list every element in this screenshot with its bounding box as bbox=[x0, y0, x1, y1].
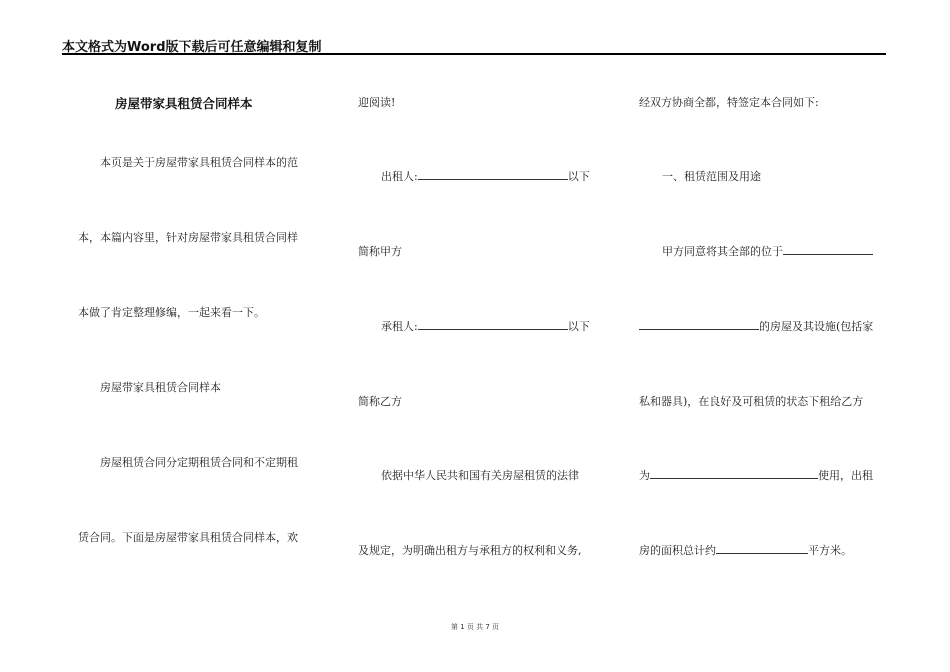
paragraph-line: 房屋租赁合同分定期租赁合同和不定期租 bbox=[100, 456, 298, 469]
lessor-blank bbox=[418, 168, 568, 180]
paragraph-line: 本，本篇内容里，针对房屋带家具租赁合同样 bbox=[78, 231, 298, 244]
paragraph-line: 经双方协商全都，特签定本合同如下: bbox=[639, 96, 819, 109]
page-footer: 第 1 页 共 7 页 bbox=[450, 623, 500, 631]
page-header: 本文格式为Word版下载后可任意编辑和复制 bbox=[62, 40, 322, 55]
document-title: 房屋带家具租赁合同样本 bbox=[115, 96, 253, 111]
lessee-suffix: 以下 bbox=[567, 320, 590, 333]
section-heading: 一、租赁范围及用途 bbox=[662, 170, 761, 183]
paragraph-line: 本页是关于房屋带家具租赁合同样本的范 bbox=[100, 156, 298, 169]
lessee-blank bbox=[418, 318, 568, 330]
paragraph-line: 迎阅读! bbox=[358, 96, 396, 109]
paragraph-line: 依据中华人民共和国有关房屋租赁的法律 bbox=[381, 469, 579, 482]
premises-text: 的房屋及其设施(包括家 bbox=[759, 320, 874, 333]
paragraph-line: 及规定，为明确出租方与承租方的权利和义务, bbox=[358, 544, 582, 557]
lessee-line bbox=[381, 318, 590, 334]
location-line bbox=[662, 243, 873, 259]
header-rule bbox=[62, 53, 886, 55]
usage-prefix: 为 bbox=[639, 469, 650, 482]
paragraph-line: 简称乙方 bbox=[358, 395, 402, 408]
usage-line bbox=[639, 467, 873, 483]
location-label: 甲方同意将其全部的位于 bbox=[662, 245, 783, 258]
paragraph-line: 赁合同。下面是房屋带家具租赁合同样本，欢 bbox=[78, 531, 298, 544]
premises-blank bbox=[639, 318, 759, 330]
lessor-suffix: 以下 bbox=[567, 170, 590, 183]
area-blank bbox=[716, 542, 808, 554]
usage-suffix: 使用，出租 bbox=[818, 469, 873, 482]
paragraph-line: 本做了肯定整理修编，一起来看一下。 bbox=[78, 306, 265, 319]
area-label: 房的面积总计约 bbox=[639, 544, 716, 557]
location-blank bbox=[783, 243, 873, 255]
area-line bbox=[639, 542, 852, 558]
usage-blank bbox=[650, 467, 818, 479]
lessor-line bbox=[381, 168, 590, 184]
premises-line bbox=[639, 318, 873, 334]
section-subtitle: 房屋带家具租赁合同样本 bbox=[100, 381, 221, 394]
lessor-label: 出租人: bbox=[381, 170, 418, 183]
lessee-label: 承租人: bbox=[381, 320, 418, 333]
paragraph-line: 私和器具)，在良好及可租赁的状态下租给乙方 bbox=[639, 395, 864, 408]
paragraph-line: 简称甲方 bbox=[358, 245, 402, 258]
area-unit: 平方米。 bbox=[808, 544, 852, 557]
